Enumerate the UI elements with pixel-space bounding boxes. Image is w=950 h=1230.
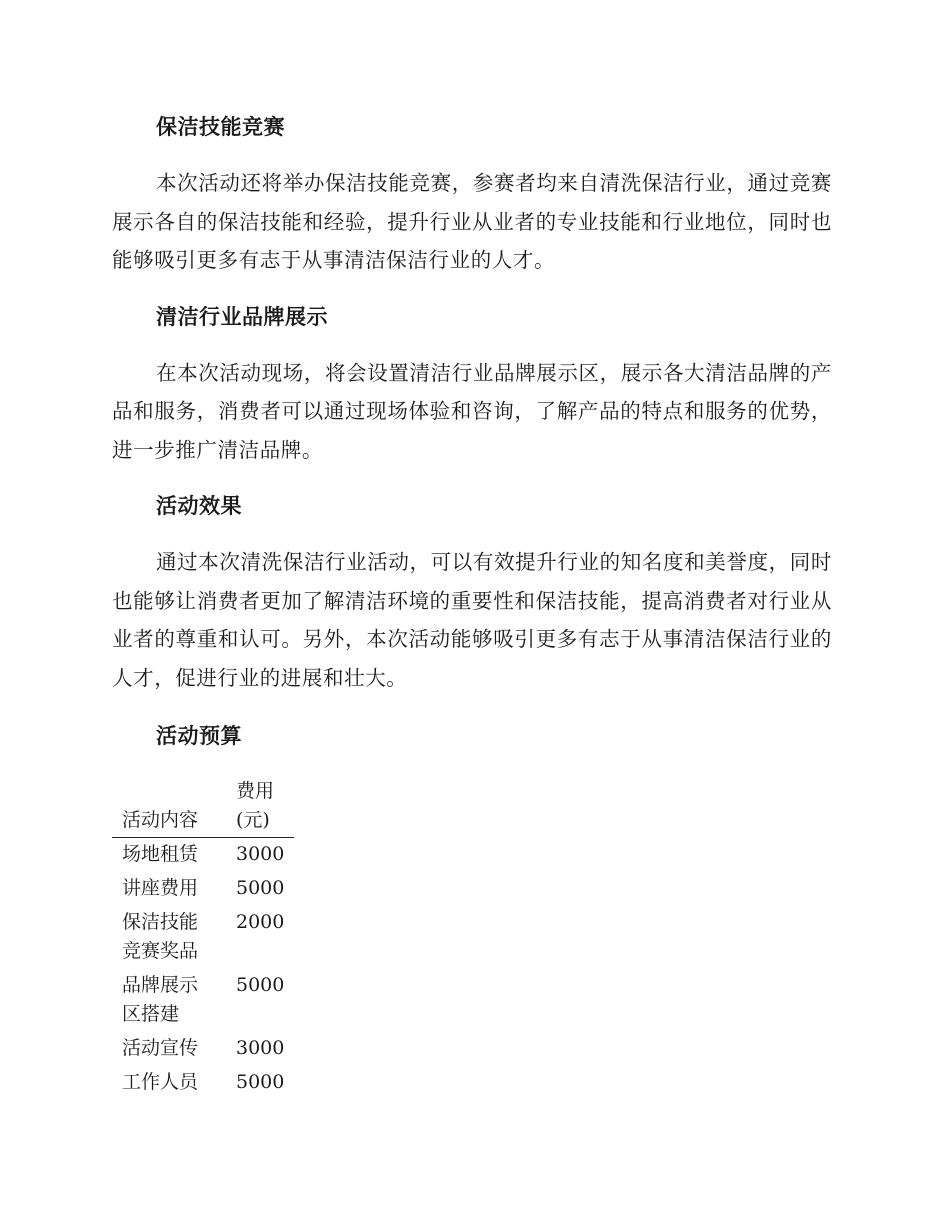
- budget-cell-cost: 2000: [236, 911, 285, 933]
- table-row: [112, 906, 294, 969]
- budget-cell-item: 场地租赁: [122, 843, 199, 865]
- budget-cell-cost: 5000: [236, 877, 285, 899]
- section-title-brand-showcase: 清洁行业品牌展示: [156, 304, 328, 329]
- budget-table-header-row: [112, 777, 294, 838]
- table-row: [112, 838, 294, 873]
- budget-cell-item: 保洁技能竞赛奖品: [122, 911, 199, 962]
- budget-header-cost: 费用(元): [226, 777, 294, 838]
- table-row: [112, 969, 294, 1032]
- document-page: [112, 108, 832, 1100]
- budget-cell-item: 活动宣传: [122, 1037, 199, 1059]
- section-body-cleaning-skills-contest: 本次活动还将举办保洁技能竞赛，参赛者均来自清洗保洁行业，通过竞赛展示各自的保洁技能和经验，提升行业从业者的专业技能和行业地位，同时也能够吸引更多有志于从事清洁保洁行业的人才。: [112, 171, 832, 272]
- section-title-event-effect: 活动效果: [156, 494, 242, 518]
- budget-cell-cost: 3000: [236, 843, 285, 865]
- budget-cell-cost: 5000: [236, 1071, 285, 1093]
- section-body-brand-showcase: 在本次活动现场，将会设置清洁行业品牌展示区，展示各大清洁品牌的产品和服务，消费者可以通过现场体验和咨询，了解产品的特点和服务的优势，进一步推广清洁品牌。: [112, 360, 832, 462]
- budget-cell-item: 工作人员: [122, 1071, 199, 1093]
- budget-cell-item: 讲座费用: [122, 877, 199, 899]
- section-title-cleaning-skills-contest: 保洁技能竞赛: [156, 115, 285, 139]
- table-row: [112, 872, 294, 906]
- table-row: [112, 1032, 294, 1066]
- budget-cell-item: 品牌展示区搭建: [122, 974, 199, 1025]
- section-body-event-effect: 通过本次清洗保洁行业活动，可以有效提升行业的知名度和美誉度，同时也能够让消费者更加了解清洁环境的重要性和保洁技能，提高消费者对行业从业者的尊重和认可。另外，本次活动能够吸引更多有志于从事清洁保洁行业的人才，促进行业的进展和壮大。: [112, 550, 832, 690]
- table-row: [112, 1066, 294, 1100]
- budget-cell-cost: 3000: [236, 1037, 285, 1059]
- budget-table: [112, 777, 294, 1100]
- budget-header-item: 活动内容: [112, 777, 226, 838]
- budget-cell-cost: 5000: [236, 974, 285, 996]
- section-title-event-budget: 活动预算: [156, 724, 242, 748]
